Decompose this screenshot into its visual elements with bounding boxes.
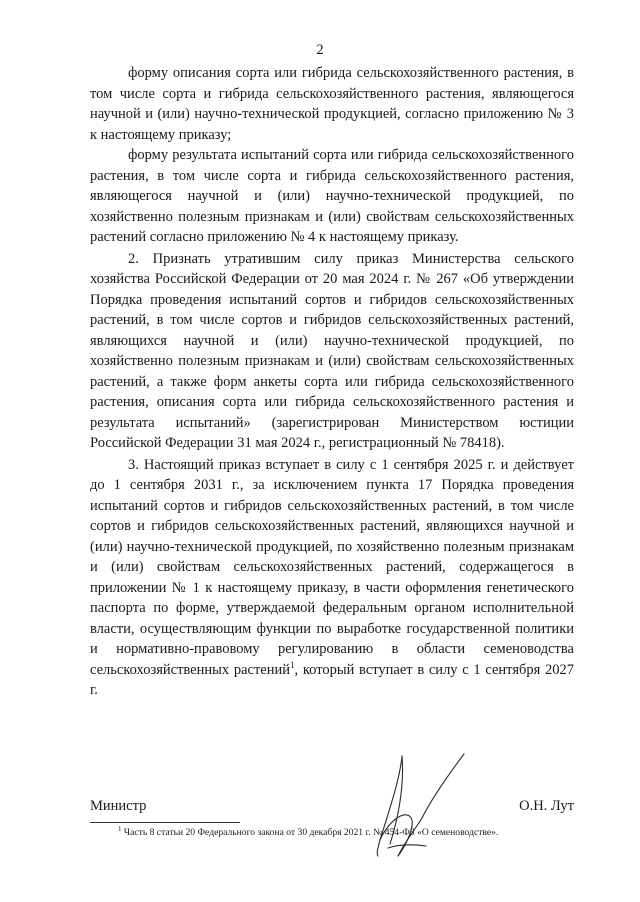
footnote-divider	[90, 822, 240, 823]
clause-3-main-text: 3. Настоящий приказ вступает в силу с 1 сентября 2025 г. и действует до 1 сентября 2031 г., за исключением пункта 17 Порядка проведения испытаний сортов и гибридов сельскохозяйственных растений, в том числе сортов и гибридов сельскохозяйственных растений, являющихся научной и (или) научно-технической продукцией, по хозяйственно полезным признакам и (или) свойствам сельскохозяйственных растений, содержащегося в приложении № 1 к настоящему приказу, в части оформления генетического паспорта по форме, утверждаемой федеральным органом исполнительной власти, осуществляющим функции по выработке государственной политики и нормативно-правовому регулированию в области семеноводства сельскохозяйственных растений	[90, 456, 574, 678]
document-body	[90, 63, 574, 701]
paragraph-form-results: форму результата испытаний сорта или гибрида сельскохозяйственного растения, в том числе сорта и гибрида сельскохозяйственного растения, являющегося научной и (или) научно-технической продукцией, по хозяйственно полезным признакам и (или) свойствам сельскохозяйственных растений согласно приложению № 4 к настоящему приказу.	[90, 147, 574, 245]
paragraph-clause-2: 2. Признать утратившим силу приказ Министерства сельского хозяйства Российской Федерации от 20 мая 2024 г. № 267 «Об утверждении Порядка проведения испытаний сортов и гибридов сельскохозяйственных растений, в том числе сортов и гибридов сельскохозяйственных растений, являющихся научной и (или) научно-технической продукцией, по хозяйственно полезным признакам и (или) свойствам сельскохозяйственных растений, а также форм анкеты сорта или гибрида сельскохозяйственного растения, описания сорта или гибрида сельскохозяйственного растения и результата испытаний» (зарегистрирован Министерством юстиции Российской Федерации 31 мая 2024 г., регистрационный № 78418).	[90, 250, 574, 451]
paragraph-clause-3	[90, 455, 574, 701]
clause-3-tail-text: , который вступает в силу с 1 сентября 2027 г.	[90, 661, 574, 698]
signer-position: Министр	[90, 798, 147, 814]
footnote-text: Часть 8 статьи 20 Федерального закона от 30 декабря 2021 г. № 454-ФЗ «О семеноводстве».	[121, 827, 499, 838]
paragraph-form-description: форму описания сорта или гибрида сельскохозяйственного растения, в том числе сорта и гибрида сельскохозяйственного растения, являющегося научной и (или) научно-технической продукцией, согласно приложению № 3 к настоящему приказу;	[90, 65, 574, 143]
footnote-reference: 1	[290, 659, 295, 670]
signature-block	[90, 798, 574, 820]
footnote	[118, 824, 588, 839]
signer-name: О.Н. Лут	[519, 798, 574, 814]
page-number: 2	[316, 42, 324, 58]
footnote-mark: 1	[118, 824, 122, 833]
